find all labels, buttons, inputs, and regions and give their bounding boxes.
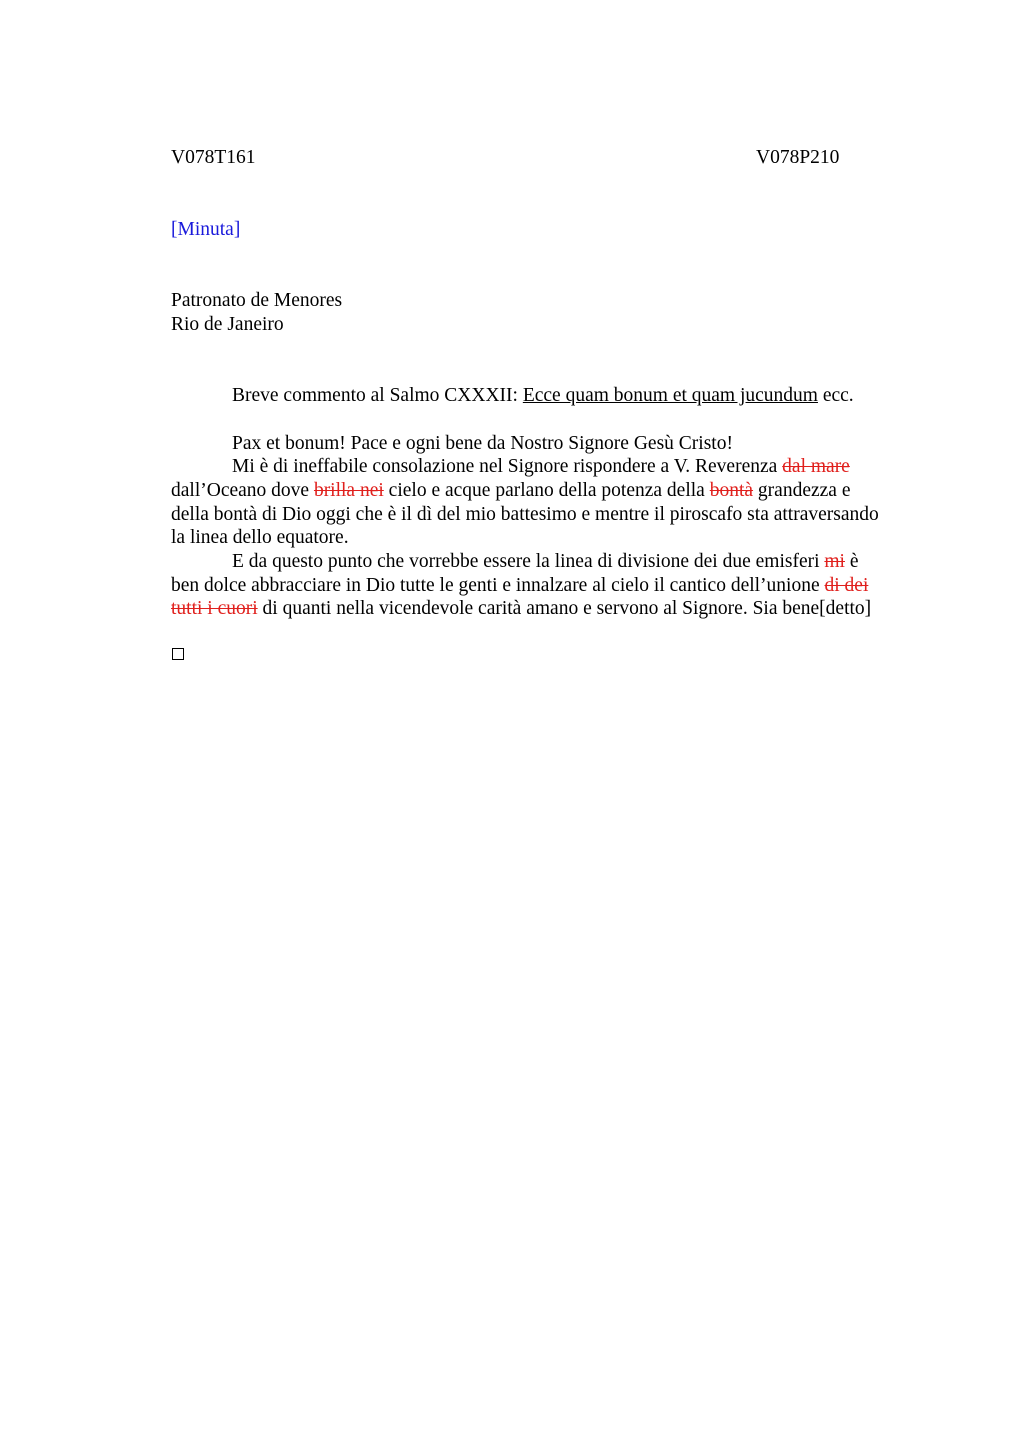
document-code-right: V078P210 [756,147,840,168]
p2-deletion: mi [824,551,845,572]
paragraph1-line4: la linea dello equatore. [171,527,349,548]
p1-text: cielo e acque parlano della potenza della [383,480,710,501]
paragraph2-line1 [232,550,859,574]
minuta-label: [Minuta] [171,219,241,240]
paragraph1-line3: della bontà di Dio oggi che è il dì del mio battesimo e mentre il piroscafo sta attraversando [171,504,879,525]
p1-deletion: bontà [709,480,754,501]
p2-text: ben dolce abbracciare in Dio tutte le genti e innalzare al cielo il cantico dell’unione [171,575,825,596]
p2-text: E da questo punto che vorrebbe essere la linea di divisione dei due emisferi [232,551,825,572]
p2-text: di quanti nella vicendevole carità amano e servono al Signore. Sia bene[detto] [257,598,872,619]
address-line-1: Patronato de Menores [171,290,343,311]
greeting-line: Pax et bonum! Pace e ogni bene da Nostro Signore Gesù Cristo! [232,433,733,454]
paragraph2-line3 [171,597,871,621]
document-code-left: V078T161 [171,147,256,168]
checkbox-symbol [172,648,184,660]
p2-text: è [844,551,859,572]
p1-text: Mi è di ineffabile consolazione nel Signore rispondere a V. Reverenza [232,456,783,477]
p1-deletion: brilla nei [313,480,384,501]
subject-prefix: Breve commento al Salmo CXXXII: [232,385,523,406]
subject-line [232,384,854,408]
p1-text: grandezza e [753,480,851,501]
paragraph1-line2 [171,479,850,503]
subject-suffix: ecc. [817,385,854,406]
p1-text: dall’Oceano dove [171,480,314,501]
paragraph1-line1 [232,455,850,479]
p2-deletion: di dei [824,575,869,596]
address-line-2: Rio de Janeiro [171,314,284,335]
p1-deletion: dal mare [782,456,850,477]
subject-quote: Ecce quam bonum et quam jucundum [522,385,818,406]
paragraph2-line2 [171,574,868,598]
p2-deletion: tutti i cuori [171,598,258,619]
